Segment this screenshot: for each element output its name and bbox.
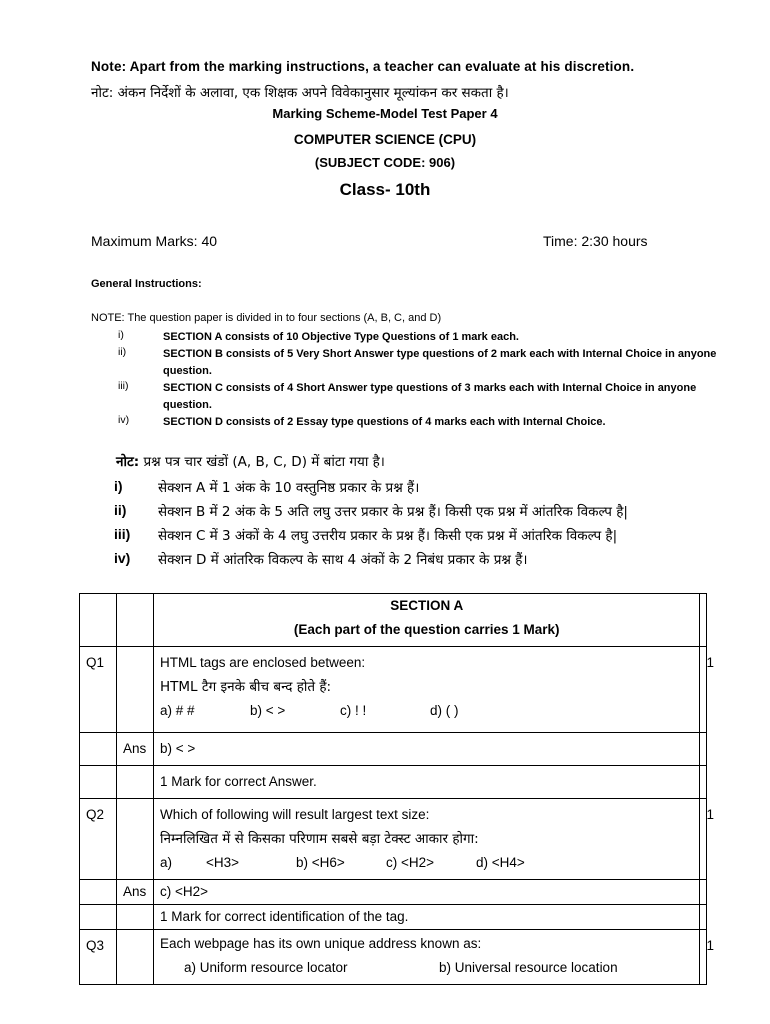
hindi-note: [116, 452, 385, 470]
option-d: d) <H4>: [476, 855, 525, 870]
option-b: b) Universal resource location: [439, 960, 618, 975]
instruction-item: [91, 346, 731, 380]
instruction-number: i): [114, 478, 123, 494]
table-row: [80, 733, 707, 766]
class-label: Class- 10th: [339, 180, 431, 199]
instruction-number: iv): [118, 414, 130, 426]
instruction-item: [91, 329, 731, 346]
table-row: [80, 799, 707, 880]
question-options: [160, 699, 693, 723]
max-marks: Maximum Marks: 40: [91, 233, 218, 249]
subject-name: COMPUTER SCIENCE (CPU): [293, 132, 477, 147]
question-marks: 1: [700, 930, 707, 985]
note-hindi: नोट: अंकन निर्देशों के अलावा, एक शिक्षक अपने विवेकानुसार मूल्यांकन कर सकता है।: [91, 85, 509, 101]
question-text-english: HTML tags are enclosed between:: [160, 655, 366, 670]
instruction-text: SECTION C consists of 4 Short Answer type questions of 3 marks each with Internal Choice in anyone question.: [163, 382, 697, 411]
instruction-text: सेक्शन B में 2 अंक के 5 अति लघु उत्तर प्रकार के प्रश्न हैं। किसी एक प्रश्न में आंतरिक विकल्प है|: [158, 504, 628, 520]
question-text-hindi: निम्नलिखित में से किसका परिणाम सबसे बड़ा टेक्स्ट आकार होगा:: [160, 831, 479, 847]
instruction-text: सेक्शन D में आंतरिक विकल्प के साथ 4 अंकों के 2 निबंध प्रकार के प्रश्न हैं।: [158, 552, 528, 568]
table-row: [80, 905, 707, 930]
option-b: b) < >: [250, 703, 286, 718]
marking-scheme: 1 Mark for correct identification of the tag.: [154, 905, 700, 930]
answer-label: Ans: [117, 733, 154, 766]
option-c: c) <H2>: [386, 855, 435, 870]
question-text-hindi: HTML टैग इनके बीच बन्द होते हैं:: [160, 679, 332, 695]
section-subtitle: (Each part of the question carries 1 Mark): [293, 622, 560, 637]
instruction-item: [91, 380, 731, 414]
hindi-note-label: नोट:: [116, 454, 140, 470]
instruction-item: [91, 414, 731, 431]
instruction-number: iii): [118, 380, 129, 392]
instructions-note: NOTE: The question paper is divided in to four sections (A, B, C, and D): [91, 312, 442, 324]
hindi-note-text: प्रश्न पत्र चार खंडों (A, B, C, D) में बांटा गया है।: [143, 454, 385, 470]
document-title: Marking Scheme-Model Test Paper 4: [272, 106, 498, 121]
question-marks: 1: [700, 799, 707, 880]
instructions-list-english: [91, 329, 731, 431]
instruction-number: ii): [114, 502, 127, 518]
option-a: a) # #: [160, 703, 195, 718]
general-instructions-heading: General Instructions:: [91, 278, 202, 290]
marking-scheme: 1 Mark for correct Answer.: [154, 766, 700, 799]
table-row: [80, 594, 707, 647]
question-number: Q3: [80, 930, 117, 985]
instruction-number: i): [118, 329, 124, 341]
table-row: [80, 647, 707, 733]
table-row: [80, 880, 707, 905]
instruction-number: iv): [114, 550, 131, 566]
section-header: [154, 594, 700, 647]
question-cell: [154, 930, 700, 985]
option-a: a) Uniform resource locator: [184, 960, 348, 975]
instruction-text: सेक्शन A में 1 अंक के 10 वस्तुनिष्ठ प्रकार के प्रश्न हैं।: [158, 480, 420, 496]
section-a-table: [79, 593, 714, 985]
instruction-number: iii): [114, 526, 131, 542]
instruction-text: SECTION D consists of 2 Essay type questions of 4 marks each with Internal Choice.: [163, 416, 606, 428]
option-d: d) ( ): [430, 703, 459, 718]
question-text-english: Each webpage has its own unique address known as:: [160, 936, 482, 951]
note-english: Note: Apart from the marking instructions, a teacher can evaluate at his discretion.: [91, 59, 635, 74]
instruction-text: SECTION A consists of 10 Objective Type Questions of 1 mark each.: [163, 331, 519, 343]
question-number: Q2: [80, 799, 117, 880]
question-number: Q1: [80, 647, 117, 733]
instruction-number: ii): [118, 346, 127, 358]
question-options: [160, 956, 693, 980]
subject-code: (SUBJECT CODE: 906): [314, 155, 456, 170]
instruction-text: SECTION B consists of 5 Very Short Answer type questions of 2 mark each with Internal Choice in anyone question.: [163, 348, 717, 377]
section-title: SECTION A: [390, 598, 464, 613]
option-c: c) ! !: [340, 703, 367, 718]
option-a-label: a): [160, 855, 173, 870]
question-text-english: Which of following will result largest text size:: [160, 807, 430, 822]
answer-label: Ans: [117, 880, 154, 905]
option-b: b) <H6>: [296, 855, 345, 870]
question-cell: [154, 799, 700, 880]
answer-text: c) <H2>: [154, 880, 700, 905]
question-marks: 1: [700, 647, 707, 733]
instruction-text: सेक्शन C में 3 अंकों के 4 लघु उत्तरीय प्रकार के प्रश्न हैं। किसी एक प्रश्न में आंतरिक विकल्प है|: [158, 528, 618, 544]
time-allowed: Time: 2:30 hours: [543, 233, 648, 249]
question-options: [160, 851, 693, 875]
option-a-value: <H3>: [206, 855, 240, 870]
table-row: [80, 930, 707, 985]
table-row: [80, 766, 707, 799]
question-cell: [154, 647, 700, 733]
answer-text: b) < >: [154, 733, 700, 766]
